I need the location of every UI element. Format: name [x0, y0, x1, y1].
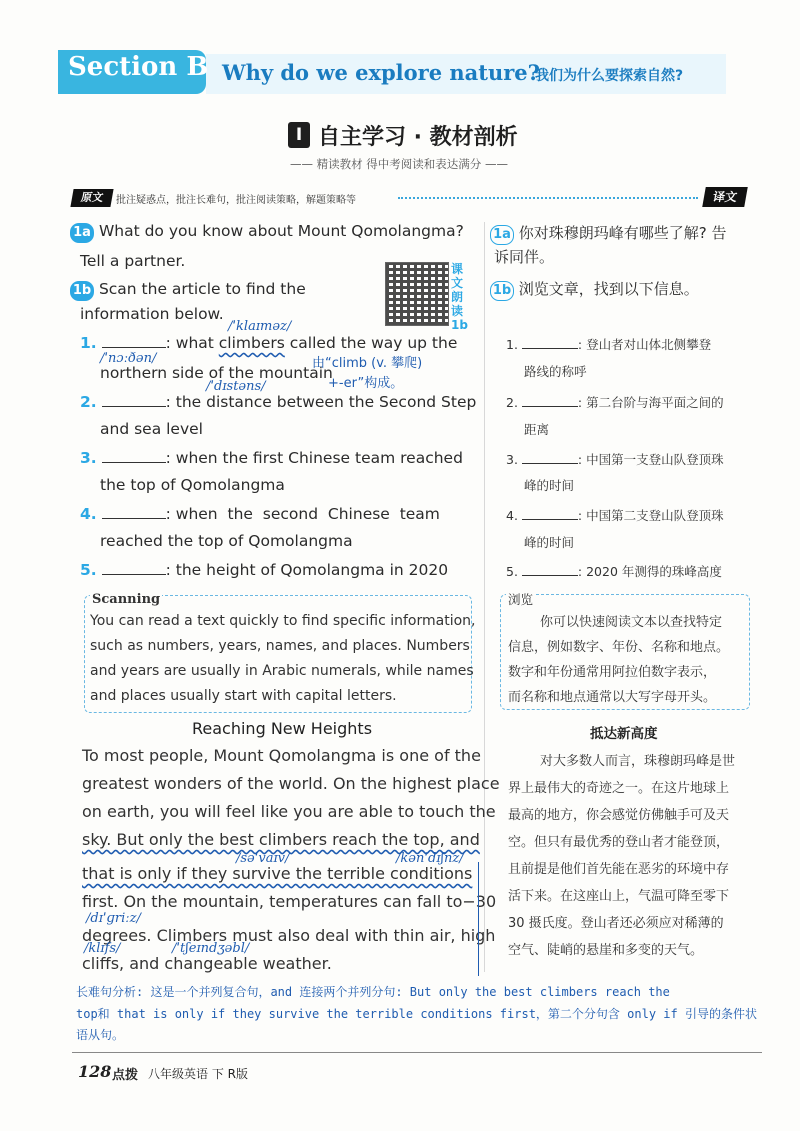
r-item-1-number: 1. — [506, 337, 518, 352]
r-item-4-line2: 峰的时间 — [524, 535, 575, 550]
r-item-5-text: : 2020 年测得的珠峰高度 — [577, 564, 722, 579]
browse-line: 数字和年份通常用阿拉伯数字表示， — [508, 665, 717, 680]
item-3-blank[interactable] — [102, 448, 166, 463]
r-item-4-blank[interactable] — [522, 507, 578, 520]
scanning-line: You can read a text quickly to find specific information, — [90, 613, 476, 629]
r-item-1-blank[interactable] — [522, 336, 578, 349]
r-item-1-line2: 路线的称呼 — [524, 364, 587, 379]
analysis-line: 语从句。 — [76, 1028, 125, 1042]
browse-line: 而名称和地点通常以大写字母开头。 — [508, 690, 717, 705]
r-passage-line: 界上最伟大的奇迹之一。在这片地球上 — [508, 781, 730, 796]
q1a-text: What do you know about Mount Qomolangma? — [98, 222, 464, 240]
reading-title: Reaching New Heights — [192, 719, 373, 738]
r1a-line2: 诉同伴。 — [494, 248, 555, 266]
footer-book: 八年级英语 下 R版 — [148, 1067, 248, 1081]
browse-line: 信息，例如数字、年份、名称和地点。 — [508, 640, 730, 655]
r-item-5-number: 5. — [506, 564, 518, 579]
section-label: Section B — [68, 52, 209, 82]
item-1-word-climbers: climbers — [218, 334, 285, 352]
r-passage-line: 对大多数人而言，珠穆朗玛峰是世 — [540, 754, 736, 769]
item-4-line2: reached the top of Qomolangma — [100, 532, 353, 550]
r-item-5-blank[interactable] — [522, 563, 578, 576]
phonetic-climbers: /ˈklaɪməz/ — [228, 319, 292, 334]
r-item-5 — [506, 562, 722, 580]
passage-line: cliffs, and changeable weather. — [82, 954, 332, 973]
section-title-cn: 我们为什么要探索自然? — [535, 68, 684, 84]
r-passage-line: 且前提是他们首先能在恶劣的环境中存 — [508, 862, 730, 877]
item-1 — [80, 333, 457, 352]
phonetic-degrees: /dɪˈɡriːz/ — [86, 911, 141, 926]
r-item-3 — [506, 450, 724, 468]
item-2-number: 2. — [80, 393, 97, 411]
r-item-4-text: : 中国第二支登山队登顶珠 — [577, 508, 724, 523]
dotted-divider — [398, 197, 698, 199]
r-item-3-line2: 峰的时间 — [524, 478, 575, 493]
r-item-2-text: : 第二台阶与海平面之间的 — [577, 395, 724, 410]
r-item-2 — [506, 393, 724, 411]
r-item-4 — [506, 506, 724, 524]
item-3-number: 3. — [80, 449, 97, 467]
item-3 — [80, 448, 463, 467]
item-2-blank[interactable] — [102, 392, 166, 407]
item-2 — [80, 392, 476, 411]
item-4-number: 4. — [80, 505, 97, 523]
q1a-line2: Tell a partner. — [80, 252, 186, 270]
note-climb-2: +-er”构成。 — [328, 376, 404, 391]
r1a — [490, 222, 727, 245]
phonetic-survive: /səˈvaɪv/ — [236, 851, 290, 866]
annotation-arrow — [478, 862, 479, 976]
analysis-line: 长难句分析: 这是一个并列复合句，and 连接两个并列分句: But only the best climbers reach the — [76, 985, 670, 999]
scanning-line: such as numbers, years, names, and places. Numbers — [90, 638, 470, 654]
note-climb-1: 由“climb (v. 攀爬) — [312, 356, 423, 371]
r1b-badge: 1b — [490, 281, 514, 301]
browse-line: 你可以快速阅读文本以查找特定 — [540, 615, 723, 630]
r-item-2-number: 2. — [506, 395, 518, 410]
r1b-text: 浏览文章，找到以下信息。 — [518, 280, 699, 298]
item-3-line2: the top of Qomolangma — [100, 476, 285, 494]
passage-line: first. On the mountain, temperatures can fall to−30 — [82, 892, 497, 911]
phonetic-distance: /ˈdɪstəns/ — [206, 379, 266, 394]
item-4 — [80, 504, 440, 523]
r-item-2-blank[interactable] — [522, 394, 578, 407]
qr-code[interactable] — [385, 262, 449, 326]
r1a-text: 你对珠穆朗玛峰有哪些了解? 告 — [518, 224, 727, 242]
item-1-line2: northern side of the mountain — [100, 364, 333, 382]
q1b-badge: 1b — [70, 281, 94, 301]
r-passage-line: 最高的地方，你会感觉仿佛触手可及天 — [508, 808, 730, 823]
footer-brand: 点拨 — [112, 1068, 139, 1083]
r-passage-line: 活下来。在这座山上，气温可降至零下 — [508, 889, 730, 904]
item-4-text: : when the second Chinese team — [165, 505, 440, 523]
scanning-line: and years are usually in Arabic numerals, while names — [90, 663, 474, 679]
item-5 — [80, 560, 448, 579]
qr-label: 课文朗读1b — [451, 262, 468, 332]
r-item-1-text: : 登山者对山体北侧攀登 — [577, 337, 712, 352]
r-item-3-blank[interactable] — [522, 451, 578, 464]
r-item-3-text: : 中国第一支登山队登顶珠 — [577, 452, 724, 467]
item-1-text-a: : what — [165, 334, 219, 352]
passage-line: that is only if they survive the terrible conditions — [82, 864, 473, 883]
phonetic-cliffs: /klɪfs/ — [84, 941, 121, 956]
original-tag: 原文 — [70, 189, 113, 207]
scanning-title: Scanning — [92, 592, 161, 607]
scanning-line: and places usually start with capital letters. — [90, 688, 397, 704]
section-title: Why do we explore nature? — [222, 60, 540, 85]
footer-rule — [72, 1052, 762, 1053]
passage-line: degrees. Climbers must also deal with thin air, high — [82, 926, 496, 945]
item-2-line2: and sea level — [100, 420, 203, 438]
r-item-4-number: 4. — [506, 508, 518, 523]
r-passage-line: 空气、陡峭的悬崖和多变的天气。 — [508, 943, 704, 958]
q1a — [70, 222, 464, 243]
phonetic-changeable: /ˈtʃeɪndʒəbl/ — [172, 941, 250, 956]
q1b-text: Scan the article to find the — [98, 280, 306, 298]
browse-title: 浏览 — [508, 592, 534, 607]
r-passage-line: 空。但只有最优秀的登山者才能登顶， — [508, 835, 730, 850]
part-title: 自主学习 · 教材剖析 — [318, 125, 518, 150]
q1b-line2: information below. — [80, 305, 224, 323]
r1b — [490, 278, 699, 301]
item-1-number: 1. — [80, 334, 97, 352]
part-subtitle: —— 精读教材 得中考阅读和表达满分 —— — [290, 157, 508, 171]
original-note: 批注疑惑点，批注长难句，批注阅读策略，解题策略等 — [116, 195, 356, 206]
page-number: 128 — [78, 1062, 112, 1081]
item-4-blank[interactable] — [102, 504, 166, 519]
item-2-text: : the distance between the Second Step — [165, 393, 477, 411]
passage-line: on earth, you will feel like you are able to touch the — [82, 802, 496, 821]
r-passage-line: 30 摄氏度。登山者还必须应对稀薄的 — [508, 916, 724, 931]
translation-tag: 译文 — [702, 187, 748, 207]
item-5-blank[interactable] — [102, 560, 166, 575]
q1a-badge: 1a — [70, 223, 94, 243]
column-divider — [484, 222, 485, 972]
r1a-badge: 1a — [490, 225, 514, 245]
item-1-text-b: called the way up the — [284, 334, 458, 352]
item-5-text: : the height of Qomolangma in 2020 — [165, 561, 449, 579]
passage-line: greatest wonders of the world. On the highest place — [82, 774, 500, 793]
r-item-2-line2: 距离 — [524, 422, 550, 437]
passage-line: sky. But only the best climbers reach the top, and — [82, 830, 480, 849]
r-item-1 — [506, 335, 711, 353]
r-item-3-number: 3. — [506, 452, 518, 467]
passage-line: To most people, Mount Qomolangma is one of the — [82, 746, 481, 765]
r-reading-title: 抵达新高度 — [590, 726, 658, 742]
part-number-badge: I — [288, 122, 310, 148]
item-1-blank[interactable] — [102, 333, 166, 348]
phonetic-northern: /ˈnɔːðən/ — [100, 351, 157, 366]
q1b — [70, 280, 306, 301]
analysis-line: top和 that is only if they survive the terrible conditions first，第二个分句含 only if 引导的条件状 — [76, 1007, 757, 1021]
item-3-text: : when the first Chinese team reached — [165, 449, 463, 467]
phonetic-conditions: /kənˈdɪʃnz/ — [396, 851, 464, 866]
item-5-number: 5. — [80, 561, 97, 579]
